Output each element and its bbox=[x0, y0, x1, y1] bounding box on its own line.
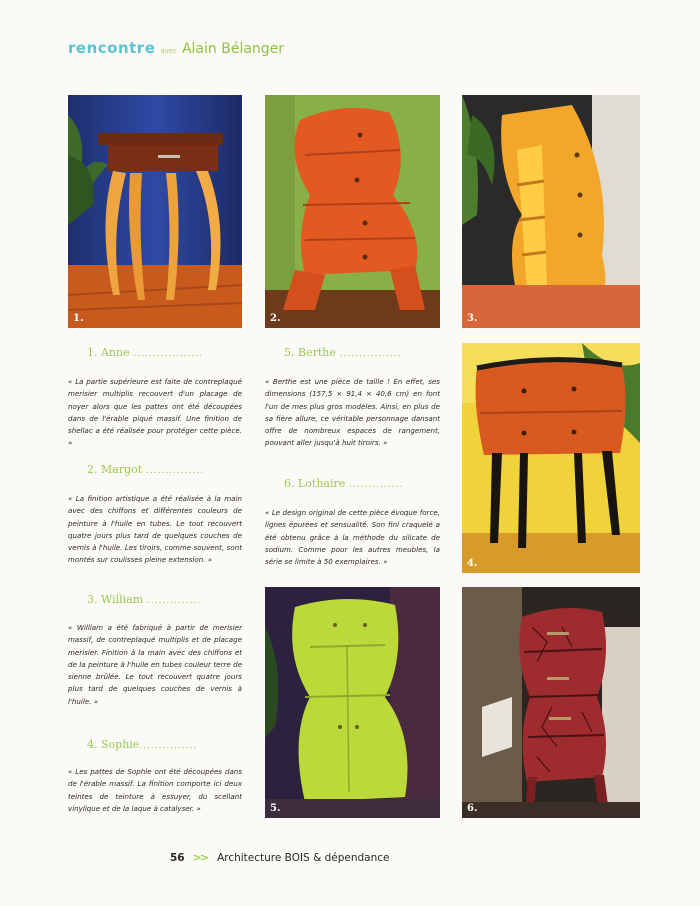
crackled-chest-photo-graphic bbox=[462, 587, 640, 818]
shelf-photo-graphic bbox=[462, 95, 640, 328]
section-title-sophie bbox=[87, 738, 197, 751]
section-title-lothaire bbox=[284, 477, 403, 490]
section-text-sophie: « Les pattes de Sophie ont été découpées dans de l'érable massif. La finition comporte ici deux teintes de teinture à essuyer, du scellant vinylique et de la laque à catalyser. » bbox=[68, 767, 242, 813]
chest-photo-graphic bbox=[265, 95, 440, 328]
title-dots-decoration: .............. bbox=[143, 596, 202, 606]
header-word: rencontre bbox=[68, 39, 156, 57]
photo-number: 2. bbox=[270, 313, 281, 324]
title-dots-decoration: ............... bbox=[142, 466, 204, 476]
section-title-anne bbox=[87, 346, 203, 359]
section-title-william bbox=[87, 593, 201, 606]
photo-4 bbox=[462, 343, 640, 573]
section-title-text: 5. Berthe bbox=[284, 346, 336, 359]
photo-number: 6. bbox=[467, 803, 478, 814]
section-title-margot bbox=[87, 463, 204, 476]
header-avec: avec bbox=[160, 47, 177, 55]
publication-name: Architecture BOIS & dépendance bbox=[217, 852, 390, 864]
table-photo-graphic bbox=[68, 95, 242, 328]
commode-photo-graphic bbox=[462, 343, 640, 573]
section-title-text: 6. Lothaire bbox=[284, 477, 346, 490]
page-number: 56 bbox=[170, 852, 185, 864]
title-dots-decoration: .................. bbox=[129, 349, 203, 359]
photo-number: 3. bbox=[467, 313, 478, 324]
photo-number: 1. bbox=[73, 313, 84, 324]
section-title-text: 4. Sophie bbox=[87, 738, 140, 751]
photo-3 bbox=[462, 95, 640, 328]
photo-number: 4. bbox=[467, 558, 478, 569]
header-name: Alain Bélanger bbox=[181, 41, 285, 57]
title-dots-decoration: .............. bbox=[345, 480, 404, 490]
section-title-berthe bbox=[284, 346, 402, 359]
title-dots-decoration: ................ bbox=[335, 349, 402, 359]
cabinet-photo-graphic bbox=[265, 587, 440, 818]
section-text-berthe: « Berthe est une pièce de taille ! En effet, ses dimensions (157,5 × 91,4 × 40,6 cm) en font l'un de mes plus gros modèles. Ainsi, en plus de sa fière allure, ce véritable personnage dansant offre de nombreux espaces de rangement, pouvant aller jusqu'à huit tiroirs. » bbox=[265, 377, 440, 448]
photo-2 bbox=[265, 95, 440, 328]
section-title-text: 3. William bbox=[87, 593, 144, 606]
section-text-margot: « La finition artistique a été réalisée à la main avec des chiffons et différentes couleurs de peinture à l'huile en tubes. Le tout recouvert quatre jours plus tard de quelques couches de vernis à l'huile. Les tiroirs, comme souvent, sont montés sur coulisses pleine extension. » bbox=[68, 494, 242, 565]
section-title-text: 1. Anne bbox=[87, 346, 130, 359]
photo-6 bbox=[462, 587, 640, 818]
running-header bbox=[68, 38, 284, 57]
page-footer bbox=[170, 851, 389, 864]
chevron-icon: >> bbox=[192, 851, 208, 864]
photo-1 bbox=[68, 95, 242, 328]
section-text-anne: « La partie supérieure est faite de contreplaqué merisier multiplis recouvert d'un placage de noyer alors que les pattes ont été découpées dans de l'érable piqué massif. Une finition de shellac a été réalisée pour protéger cette pièce. » bbox=[68, 377, 242, 448]
section-title-text: 2. Margot bbox=[87, 463, 143, 476]
photo-5 bbox=[265, 587, 440, 818]
photo-number: 5. bbox=[270, 803, 281, 814]
title-dots-decoration: ............... bbox=[139, 741, 198, 751]
section-text-william: « William a été fabriqué à partir de merisier massif, de contreplaqué multiplis et de placage merisier. Finition à la main avec des chiffons et de la peinture à l'huile en tubes couleur terre de sienne brûlée. Le tout recouvert quatre jours plus tard de quelques couches de vernis à l'huile. » bbox=[68, 623, 242, 706]
section-text-lothaire: « Le design original de cette pièce évoque force, lignes épurées et sensualité. Son fini craquelé a été obtenu grâce à la méthode du silicate de sodium. Comme pour les autres meubles, la série se limite à 50 exemplaires. » bbox=[265, 508, 440, 567]
